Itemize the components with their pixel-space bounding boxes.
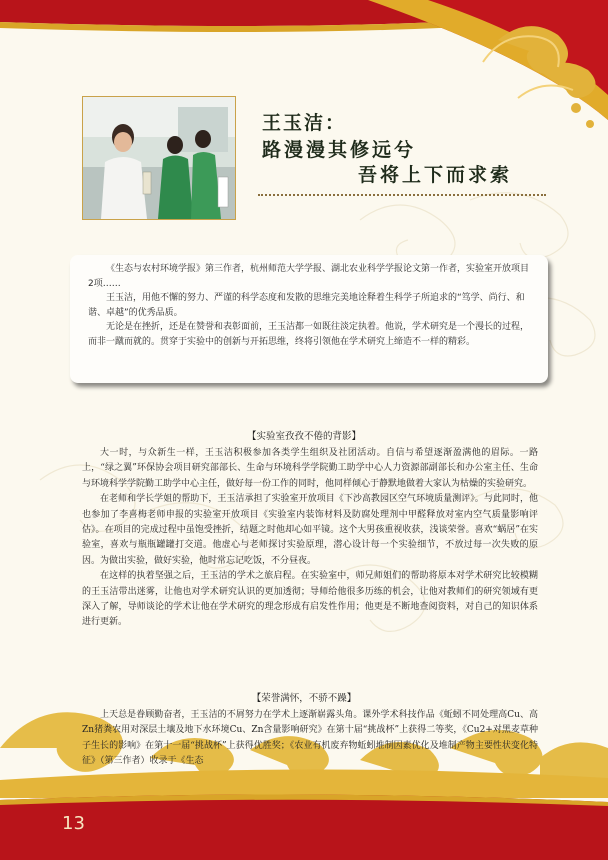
top-right-ornament — [308, 0, 608, 140]
intro-paragraph: 《生态与农村环境学报》第三作者，杭州师范大学学报、湖北农业科学学报论文第一作者，实验室开放项目2项…… — [88, 264, 530, 289]
footer-band — [0, 790, 608, 860]
page-number: 13 — [62, 813, 85, 834]
article-title-name: 王玉洁： — [262, 112, 347, 134]
body-paragraph: 在老师和学长学姐的帮助下，王玉洁承担了实验室开放项目《下沙高教园区空气环境质量测评》。与此同时，他也参加了李喜梅老师申报的实验室开放项目《实验室内装饰材料及防腐处理剂中甲醛释放对室内空气质量影响评估》。在项目的完成过程中虽饱受挫折，结题之时他却心如平镜。这个大男孩重视收获，浅谈荣誉。喜欢“蜗居”在实验室，喜欢与瓶瓶罐罐打交道。他虚心与老师探讨实验原理，潜心设计每一个实验细节，不放过每一次失败的原因。为做出实验，做好实验，他时常忘记吃饭，不分昼夜。 — [82, 494, 538, 566]
body-paragraph: 在这样的执着坚强之后，王玉洁的学术之旅启程。在实验室中，师兄师姐们的帮助将原本对学术研究比较模糊的王玉洁带出迷雾，让他也对学术研究认识的更加透彻；导师给他很多历练的机会，让他对教师们的研究领域有更深入了解，导师谈论的学术让他在学术研究的理念形成有启发性作用；他更是不断地查阅资料，对自己的知识体系进行更新。 — [82, 571, 538, 628]
title-dotted-divider — [258, 194, 546, 196]
section-heading: 【实验室孜孜不倦的背影】 — [246, 431, 361, 442]
section-body — [82, 708, 538, 770]
section-heading: 【荣誉满怀，不骄不躁】 — [251, 693, 357, 704]
body-paragraph: 大一时，与众新生一样，王玉洁积极参加各类学生组织及社团活动。自信与希望逐渐盈满他的眉际。一路上，“绿之翼”环保协会项目研究部部长、生命与环境科学学院勤工助学中心人力资源部副部长和办公室主任、生命与环境科学学院勤工助学中心主任，做好每一份工作的同时，他同样倾心于静默地做着大家认为枯燥的实验研究。 — [82, 448, 538, 489]
lab-photo — [82, 96, 236, 220]
body-paragraph: 上天总是眷顾勤奋者，王玉洁的不屑努力在学术上逐渐崭露头角。课外学术科技作品《蚯蚓不同处理高Cu、高Zn猪粪农用对深层土壤及地下水环境Cu、Zn含量影响研究》在第十届“挑战杯”上获得二等奖，《Cu2+对黑麦草种子生长的影响》在第十一届“挑战杯”上获得优胜奖；《农业有机废弃物蚯蚓堆制因素优化及堆制产物主要性状变化特征》（第三作者）收录于《生态 — [82, 710, 538, 767]
article-title-line-1: 路漫漫其修远兮 — [262, 139, 417, 161]
section-body — [82, 446, 538, 631]
article-title-line-2: 吾将上下而求索 — [358, 164, 513, 186]
intro-text — [88, 262, 534, 349]
intro-paragraph: 王玉洁，用他不懈的努力、严谨的科学态度和发散的思维完美地诠释着生科学子所追求的“笃学、尚行、和谐、卓越”的优秀品质。 — [88, 293, 525, 318]
intro-paragraph: 无论是在挫折，还是在赞誉和表彰面前，王玉洁都一如既往淡定执着。他说，学术研究是一个漫长的过程，而非一蹴而就的。贯穿于实验中的创新与开拓思维，终将引领他在学术研究上缔造不一样的精彩。 — [88, 322, 530, 347]
